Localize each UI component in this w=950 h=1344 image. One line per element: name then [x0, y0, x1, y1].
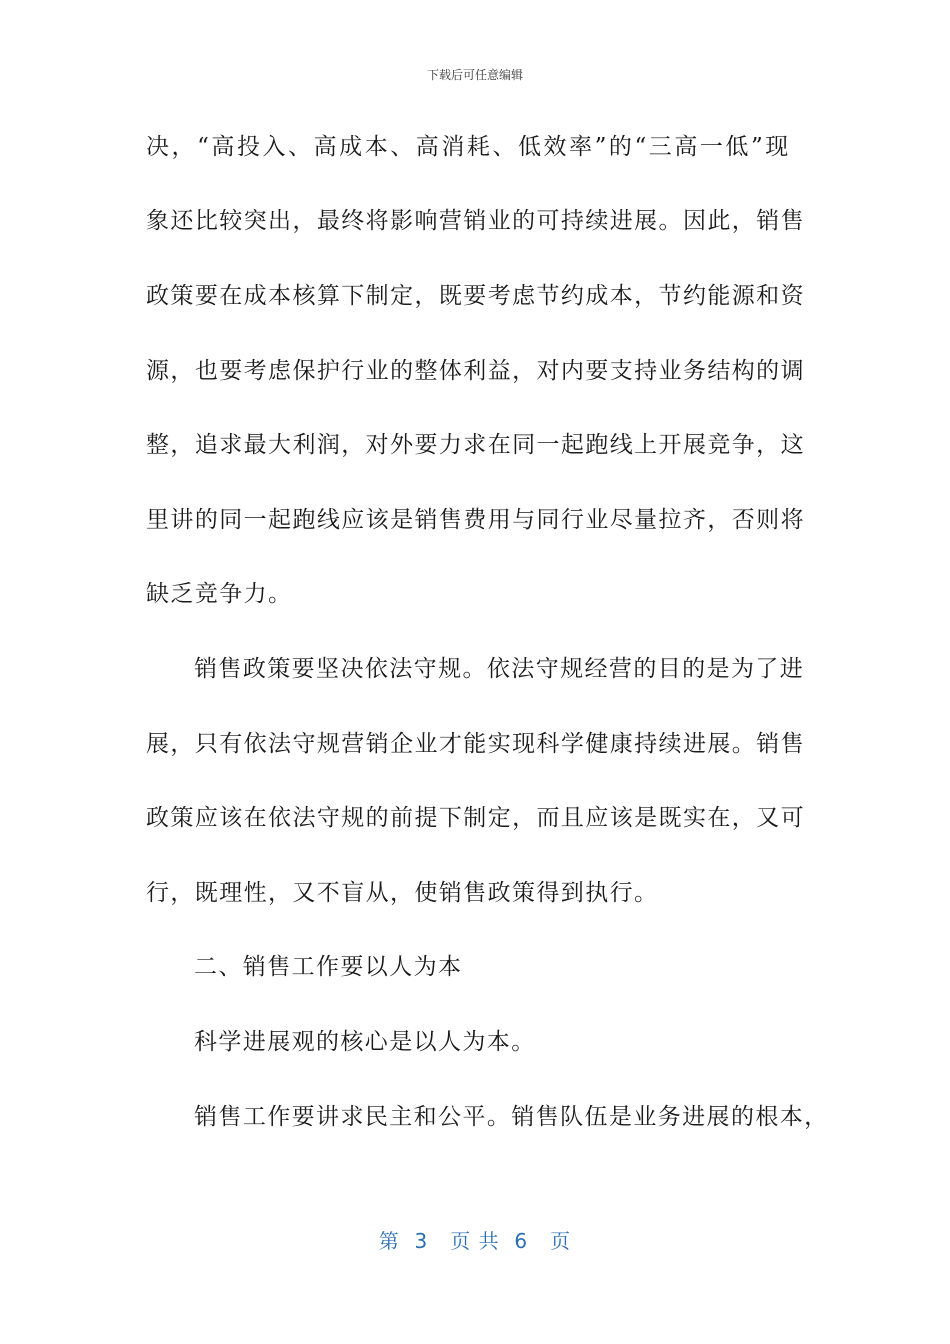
- page-header: 下载后可任意编辑: [426, 68, 523, 82]
- text-line-2: 象 还 比 较 突 出 ， 最 终 将 影 响 营 销 业 的 可 持 续 进 展 。 因 此 ， 销 售: [146, 208, 805, 234]
- section-heading: 二、销售工作要以人为本: [194, 954, 463, 980]
- text-line-7: 缺乏竞争力。: [146, 581, 293, 607]
- page-footer: 第 3 页 共 6 页: [378, 1229, 572, 1253]
- text-line-6: 里 讲 的 同 一 起 跑 线 应 该 是 销 售 费 用 与 同 行 业 尽 量 拉 齐 ， 否 则 将: [146, 507, 805, 533]
- text-line-8: 销 售 政 策 要 坚 决 依 法 守 规 。 依 法 守 规 经 营 的 目 的 是 为 了 进: [194, 656, 805, 682]
- text-line-14: 销 售 工 作 要 讲 求 民 主 和 公 平 。 销 售 队 伍 是 业 务 进 展 的 根 本 ，: [194, 1104, 829, 1130]
- text-line-9: 展 ， 只 有 依 法 守 规 营 销 企 业 才 能 实 现 科 学 健 康 持 续 进 展 。 销 售: [146, 731, 805, 757]
- text-line-1: 决 ， “ 高 投 入 、 高 成 本 、 高 消 耗 、 低 效 率 ” 的 “ 三 高 一 低 ” 现: [146, 134, 790, 160]
- text-line-10: 政 策 应 该 在 依 法 守 规 的 前 提 下 制 定 ， 而 且 应 该 是 既 实 在 ， 又 可: [146, 805, 805, 831]
- text-line-5: 整 ， 追 求 最 大 利 润 ， 对 外 要 力 求 在 同 一 起 跑 线 上 开 展 竞 争 ， 这: [146, 432, 805, 458]
- text-line-11: 行，既理性，又不盲从，使销售政策得到执行。: [146, 880, 659, 906]
- text-line-4: 源 ， 也 要 考 虑 保 护 行 业 的 整 体 利 益 ， 对 内 要 支 持 业 务 结 构 的 调: [146, 358, 805, 384]
- text-line-13: 科学进展观的核心是以人为本。: [194, 1029, 536, 1055]
- text-line-3: 政 策 要 在 成 本 核 算 下 制 定 ， 既 要 考 虑 节 约 成 本 ， 节 约 能 源 和 资: [146, 283, 805, 309]
